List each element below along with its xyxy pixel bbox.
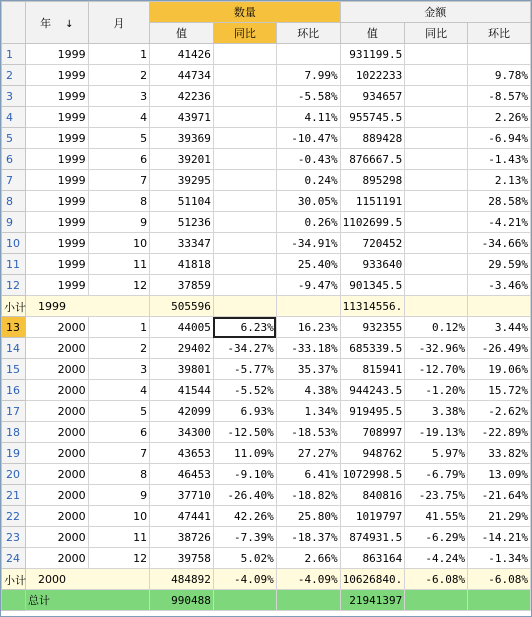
month-column-header[interactable] (88, 2, 149, 44)
row-number[interactable]: 18 (2, 422, 26, 443)
amount-value-cell[interactable]: 685339.5 (340, 338, 405, 359)
quantity-mom-cell[interactable]: -5.58% (276, 86, 340, 107)
row-number[interactable]: 22 (2, 506, 26, 527)
amount-mom-cell[interactable]: -1.43% (468, 149, 531, 170)
amount-mom-cell[interactable]: 2.13% (468, 170, 531, 191)
quantity-value-cell[interactable]: 42236 (150, 86, 214, 107)
quantity-value-cell[interactable]: 39801 (150, 359, 214, 380)
year-header-label: 年 (40, 16, 52, 30)
month-cell[interactable]: 12 (88, 275, 149, 296)
year-cell[interactable]: 2000 (25, 422, 88, 443)
year-cell[interactable]: 2000 (25, 548, 88, 569)
table-row[interactable] (2, 65, 531, 86)
table-row[interactable] (2, 548, 531, 569)
month-cell[interactable]: 8 (88, 191, 149, 212)
quantity-value-cell[interactable]: 41818 (150, 254, 214, 275)
amount-group-label: 金额 (424, 6, 447, 19)
row-number[interactable]: 6 (2, 149, 26, 170)
quantity-yoy-cell[interactable]: 42.26% (213, 506, 276, 527)
row-number[interactable]: 1 (2, 44, 26, 65)
row-number[interactable]: 19 (2, 443, 26, 464)
table-row[interactable] (2, 338, 531, 359)
quantity-group-header[interactable] (150, 2, 340, 23)
amount-value-cell[interactable]: 1019797 (340, 506, 405, 527)
month-cell[interactable]: 6 (88, 149, 149, 170)
quantity-mom-cell[interactable]: 25.40% (276, 254, 340, 275)
quantity-yoy-cell[interactable]: -5.77% (213, 359, 276, 380)
row-number[interactable]: 5 (2, 128, 26, 149)
quantity-mom-header[interactable] (276, 23, 340, 44)
sort-descending-icon[interactable]: ↓ (65, 18, 74, 30)
table-row[interactable] (2, 380, 531, 401)
amount-mom-cell[interactable]: 15.72% (468, 380, 531, 401)
row-number[interactable]: 13 (2, 317, 26, 338)
amount-value-cell[interactable]: 931199.5 (340, 44, 405, 65)
amount-value-cell[interactable]: 1102699.5 (340, 212, 405, 233)
quantity-yoy-cell[interactable]: -26.40% (213, 485, 276, 506)
quantity-mom-cell[interactable]: 0.26% (276, 212, 340, 233)
corner-cell[interactable] (2, 2, 26, 44)
year-cell[interactable]: 1999 (25, 254, 88, 275)
quantity-mom-cell[interactable]: -34.91% (276, 233, 340, 254)
table-row[interactable] (2, 254, 531, 275)
amount-mom-cell[interactable] (468, 590, 531, 611)
amount-yoy-cell[interactable] (405, 296, 468, 317)
quantity-yoy-cell[interactable] (213, 191, 276, 212)
quantity-value-cell[interactable]: 39201 (150, 149, 214, 170)
grand-total-row[interactable] (2, 590, 531, 611)
amount-value-cell[interactable]: 876667.5 (340, 149, 405, 170)
amount-yoy-cell[interactable]: -32.96% (405, 338, 468, 359)
table-row[interactable] (2, 317, 531, 338)
year-cell[interactable]: 2000 (25, 527, 88, 548)
quantity-yoy-cell[interactable] (213, 254, 276, 275)
quantity-mom-cell[interactable]: 27.27% (276, 443, 340, 464)
quantity-value-cell[interactable]: 990488 (150, 590, 214, 611)
year-cell[interactable]: 1999 (25, 212, 88, 233)
year-cell[interactable]: 2000 (25, 464, 88, 485)
quantity-value-cell[interactable]: 39369 (150, 128, 214, 149)
month-cell[interactable]: 12 (88, 548, 149, 569)
amount-yoy-cell[interactable] (405, 191, 468, 212)
amount-value-cell[interactable]: 901345.5 (340, 275, 405, 296)
row-number[interactable]: 3 (2, 86, 26, 107)
amount-yoy-cell[interactable]: -1.20% (405, 380, 468, 401)
amount-yoy-cell[interactable]: -6.79% (405, 464, 468, 485)
amount-value-cell[interactable]: 895298 (340, 170, 405, 191)
month-cell[interactable]: 2 (88, 338, 149, 359)
amount-mom-cell[interactable]: -14.21% (468, 527, 531, 548)
amount-mom-cell[interactable]: 13.09% (468, 464, 531, 485)
amount-yoy-label: 同比 (425, 27, 448, 40)
amount-mom-header[interactable] (468, 23, 531, 44)
month-header-label: 月 (113, 16, 125, 30)
quantity-yoy-cell[interactable] (213, 107, 276, 128)
quantity-yoy-cell[interactable] (213, 149, 276, 170)
row-number[interactable]: 11 (2, 254, 26, 275)
amount-yoy-cell[interactable] (405, 128, 468, 149)
quantity-yoy-cell[interactable]: -5.52% (213, 380, 276, 401)
year-cell[interactable]: 1999 (25, 149, 88, 170)
year-cell[interactable]: 2000 (25, 380, 88, 401)
pivot-table (1, 1, 531, 611)
quantity-mom-cell[interactable]: 6.41% (276, 464, 340, 485)
amount-yoy-cell[interactable] (405, 233, 468, 254)
month-cell[interactable]: 1 (88, 317, 149, 338)
quantity-yoy-cell[interactable] (213, 212, 276, 233)
quantity-yoy-cell[interactable]: 11.09% (213, 443, 276, 464)
quantity-yoy-cell[interactable] (213, 170, 276, 191)
table-row[interactable] (2, 86, 531, 107)
amount-value-cell[interactable]: 815941 (340, 359, 405, 380)
table-row[interactable] (2, 485, 531, 506)
amount-yoy-cell[interactable]: -6.29% (405, 527, 468, 548)
row-number[interactable]: 15 (2, 359, 26, 380)
month-cell[interactable]: 9 (88, 212, 149, 233)
month-cell[interactable]: 8 (88, 464, 149, 485)
row-number[interactable]: 21 (2, 485, 26, 506)
amount-value-cell[interactable]: 1022233 (340, 65, 405, 86)
quantity-yoy-cell[interactable]: 6.23% (213, 317, 276, 338)
subtotal-year: 2000 (37, 572, 66, 586)
quantity-value-cell[interactable]: 44734 (150, 65, 214, 86)
month-cell[interactable]: 10 (88, 233, 149, 254)
quantity-group-label: 数量 (233, 6, 256, 19)
amount-mom-cell[interactable]: 33.82% (468, 443, 531, 464)
table-row[interactable] (2, 443, 531, 464)
amount-mom-cell[interactable]: -8.57% (468, 86, 531, 107)
amount-mom-label: 环比 (488, 27, 511, 40)
table-row[interactable] (2, 191, 531, 212)
year-cell[interactable]: 2000 (25, 443, 88, 464)
month-cell[interactable]: 6 (88, 422, 149, 443)
quantity-mom-cell[interactable]: 35.37% (276, 359, 340, 380)
month-cell[interactable]: 5 (88, 128, 149, 149)
amount-value-cell[interactable]: 889428 (340, 128, 405, 149)
row-number[interactable]: 17 (2, 401, 26, 422)
amount-yoy-cell[interactable] (405, 44, 468, 65)
amount-mom-cell[interactable]: -6.94% (468, 128, 531, 149)
amount-value-cell[interactable]: 21941397 (340, 590, 405, 611)
amount-yoy-cell[interactable] (405, 149, 468, 170)
quantity-value-cell[interactable]: 46453 (150, 464, 214, 485)
subtotal-row[interactable] (2, 569, 531, 590)
amount-mom-cell[interactable]: 28.58% (468, 191, 531, 212)
amount-yoy-cell[interactable] (405, 86, 468, 107)
month-cell[interactable]: 7 (88, 443, 149, 464)
amount-mom-cell[interactable]: -1.34% (468, 548, 531, 569)
subtotal-row[interactable] (2, 296, 531, 317)
quantity-value-cell[interactable]: 47441 (150, 506, 214, 527)
month-cell[interactable]: 4 (88, 107, 149, 128)
row-number[interactable]: 20 (2, 464, 26, 485)
amount-yoy-cell[interactable] (405, 212, 468, 233)
quantity-mom-cell[interactable] (276, 590, 340, 611)
subtotal-label-cell[interactable] (3, 569, 149, 590)
row-number[interactable]: 4 (2, 107, 26, 128)
table-row[interactable] (2, 170, 531, 191)
subtotal-label: 小计 (3, 574, 26, 587)
quantity-mom-cell[interactable]: -18.53% (276, 422, 340, 443)
year-cell[interactable]: 1999 (25, 275, 88, 296)
amount-yoy-header[interactable] (405, 23, 468, 44)
quantity-value-cell[interactable]: 29402 (150, 338, 214, 359)
amount-yoy-cell[interactable]: -23.75% (405, 485, 468, 506)
amount-mom-cell[interactable]: -2.62% (468, 401, 531, 422)
amount-yoy-cell[interactable] (405, 254, 468, 275)
quantity-value-header[interactable] (150, 23, 214, 44)
amount-yoy-cell[interactable]: -6.08% (405, 569, 468, 590)
quantity-mom-cell[interactable]: -10.47% (276, 128, 340, 149)
amount-mom-cell[interactable]: -26.49% (468, 338, 531, 359)
year-cell[interactable]: 1999 (25, 107, 88, 128)
year-cell[interactable]: 1999 (25, 128, 88, 149)
quantity-mom-cell[interactable]: 1.34% (276, 401, 340, 422)
month-cell[interactable]: 2 (88, 65, 149, 86)
quantity-mom-cell[interactable]: -0.43% (276, 149, 340, 170)
row-number[interactable]: 8 (2, 191, 26, 212)
quantity-value-cell[interactable]: 34300 (150, 422, 214, 443)
amount-mom-cell[interactable]: -6.08% (468, 569, 531, 590)
amount-value-cell[interactable]: 708997 (340, 422, 405, 443)
quantity-mom-cell[interactable]: -33.18% (276, 338, 340, 359)
amount-value-cell[interactable]: 863164 (340, 548, 405, 569)
table-body (2, 44, 531, 611)
amount-value-cell[interactable]: 1151191 (340, 191, 405, 212)
quantity-value-cell[interactable]: 43653 (150, 443, 214, 464)
amount-yoy-cell[interactable] (405, 275, 468, 296)
amount-value-cell[interactable]: 934657 (340, 86, 405, 107)
year-cell[interactable]: 2000 (25, 317, 88, 338)
row-number[interactable]: 14 (2, 338, 26, 359)
year-column-header[interactable] (25, 2, 88, 44)
amount-mom-cell[interactable]: 2.26% (468, 107, 531, 128)
quantity-mom-cell[interactable]: 16.23% (276, 317, 340, 338)
table-row[interactable] (2, 44, 531, 65)
amount-mom-cell[interactable]: -4.21% (468, 212, 531, 233)
amount-value-cell[interactable]: 10626840. (340, 569, 405, 590)
amount-value-cell[interactable]: 874931.5 (340, 527, 405, 548)
amount-yoy-cell[interactable]: 0.12% (405, 317, 468, 338)
amount-value-cell[interactable]: 932355 (340, 317, 405, 338)
quantity-mom-cell[interactable]: -18.82% (276, 485, 340, 506)
quantity-mom-cell[interactable]: -4.09% (276, 569, 340, 590)
quantity-value-label: 值 (176, 27, 188, 40)
month-cell[interactable]: 11 (88, 254, 149, 275)
month-cell[interactable]: 4 (88, 380, 149, 401)
quantity-mom-cell[interactable]: 30.05% (276, 191, 340, 212)
subtotal-year: 1999 (37, 299, 66, 313)
amount-value-cell[interactable]: 1072998.5 (340, 464, 405, 485)
quantity-yoy-label: 同比 (233, 27, 256, 40)
quantity-yoy-cell[interactable] (213, 233, 276, 254)
quantity-yoy-cell[interactable] (213, 275, 276, 296)
month-cell[interactable]: 1 (88, 44, 149, 65)
row-number[interactable]: 7 (2, 170, 26, 191)
amount-yoy-cell[interactable]: -19.13% (405, 422, 468, 443)
quantity-yoy-cell[interactable]: -4.09% (213, 569, 276, 590)
row-number[interactable]: 23 (2, 527, 26, 548)
quantity-value-cell[interactable]: 42099 (150, 401, 214, 422)
quantity-value-cell[interactable]: 51236 (150, 212, 214, 233)
row-number[interactable]: 2 (2, 65, 26, 86)
subtotal-label: 小计 (3, 301, 26, 314)
quantity-value-cell[interactable]: 43971 (150, 107, 214, 128)
amount-yoy-cell[interactable]: 41.55% (405, 506, 468, 527)
quantity-yoy-cell[interactable] (213, 590, 276, 611)
quantity-value-cell[interactable]: 505596 (150, 296, 214, 317)
quantity-yoy-cell[interactable]: -34.27% (213, 338, 276, 359)
table-row[interactable] (2, 422, 531, 443)
month-cell[interactable]: 3 (88, 359, 149, 380)
amount-mom-cell[interactable]: 29.59% (468, 254, 531, 275)
quantity-mom-cell[interactable]: -9.47% (276, 275, 340, 296)
amount-yoy-cell[interactable] (405, 170, 468, 191)
table-row[interactable] (2, 107, 531, 128)
quantity-mom-cell[interactable]: 7.99% (276, 65, 340, 86)
year-cell[interactable]: 1999 (25, 65, 88, 86)
amount-mom-cell[interactable] (468, 44, 531, 65)
table-row[interactable] (2, 212, 531, 233)
amount-mom-cell[interactable] (468, 296, 531, 317)
amount-mom-cell[interactable]: -34.66% (468, 233, 531, 254)
amount-value-cell[interactable]: 933640 (340, 254, 405, 275)
amount-group-header[interactable] (340, 2, 530, 23)
grand-total-label[interactable]: 总计 (25, 590, 149, 611)
amount-value-cell[interactable]: 840816 (340, 485, 405, 506)
year-cell[interactable]: 1999 (25, 191, 88, 212)
amount-mom-cell[interactable]: -22.89% (468, 422, 531, 443)
month-cell[interactable]: 7 (88, 170, 149, 191)
amount-value-header[interactable] (340, 23, 405, 44)
quantity-yoy-cell[interactable]: -7.39% (213, 527, 276, 548)
quantity-value-cell[interactable]: 51104 (150, 191, 214, 212)
amount-mom-cell[interactable]: 19.06% (468, 359, 531, 380)
month-cell[interactable]: 10 (88, 506, 149, 527)
year-cell[interactable]: 2000 (25, 506, 88, 527)
row-number[interactable]: 10 (2, 233, 26, 254)
table-row[interactable] (2, 527, 531, 548)
year-cell[interactable]: 2000 (25, 485, 88, 506)
table-row[interactable] (2, 359, 531, 380)
quantity-value-cell[interactable]: 37859 (150, 275, 214, 296)
month-cell[interactable]: 3 (88, 86, 149, 107)
quantity-mom-label: 环比 (297, 27, 320, 40)
quantity-mom-cell[interactable]: 0.24% (276, 170, 340, 191)
amount-mom-cell[interactable]: 21.29% (468, 506, 531, 527)
quantity-mom-cell[interactable]: 2.66% (276, 548, 340, 569)
amount-yoy-cell[interactable]: -12.70% (405, 359, 468, 380)
year-cell[interactable]: 1999 (25, 86, 88, 107)
quantity-value-cell[interactable]: 484892 (150, 569, 214, 590)
amount-yoy-cell[interactable]: 5.97% (405, 443, 468, 464)
quantity-value-cell[interactable]: 38726 (150, 527, 214, 548)
quantity-yoy-cell[interactable] (213, 128, 276, 149)
row-number[interactable] (2, 590, 26, 611)
month-cell[interactable]: 11 (88, 527, 149, 548)
quantity-value-cell[interactable]: 39758 (150, 548, 214, 569)
amount-value-cell[interactable]: 11314556. (340, 296, 405, 317)
quantity-mom-cell[interactable]: 4.38% (276, 380, 340, 401)
amount-mom-cell[interactable]: -3.46% (468, 275, 531, 296)
month-cell[interactable]: 5 (88, 401, 149, 422)
amount-mom-cell[interactable]: 9.78% (468, 65, 531, 86)
quantity-value-cell[interactable]: 41426 (150, 44, 214, 65)
quantity-yoy-cell[interactable] (213, 86, 276, 107)
quantity-yoy-cell[interactable]: 6.93% (213, 401, 276, 422)
amount-yoy-cell[interactable] (405, 590, 468, 611)
row-number[interactable]: 24 (2, 548, 26, 569)
table-row[interactable] (2, 506, 531, 527)
amount-value-cell[interactable]: 720452 (340, 233, 405, 254)
amount-value-cell[interactable]: 919495.5 (340, 401, 405, 422)
year-cell[interactable]: 2000 (25, 338, 88, 359)
subtotal-label-cell[interactable] (3, 296, 149, 317)
quantity-mom-cell[interactable] (276, 44, 340, 65)
table-row[interactable] (2, 128, 531, 149)
amount-value-cell[interactable]: 955745.5 (340, 107, 405, 128)
amount-yoy-cell[interactable] (405, 107, 468, 128)
amount-mom-cell[interactable]: 3.44% (468, 317, 531, 338)
month-cell[interactable]: 9 (88, 485, 149, 506)
year-cell[interactable]: 2000 (25, 401, 88, 422)
quantity-yoy-cell[interactable]: -9.10% (213, 464, 276, 485)
quantity-value-cell[interactable]: 41544 (150, 380, 214, 401)
quantity-yoy-header[interactable] (213, 23, 276, 44)
table-row[interactable] (2, 464, 531, 485)
quantity-yoy-cell[interactable] (213, 44, 276, 65)
quantity-mom-cell[interactable]: 4.11% (276, 107, 340, 128)
table-row[interactable] (2, 233, 531, 254)
quantity-mom-cell[interactable]: -18.37% (276, 527, 340, 548)
amount-value-cell[interactable]: 944243.5 (340, 380, 405, 401)
row-number[interactable]: 12 (2, 275, 26, 296)
amount-value-label: 值 (366, 27, 378, 40)
table-row[interactable] (2, 149, 531, 170)
quantity-mom-cell[interactable] (276, 296, 340, 317)
quantity-value-cell[interactable]: 37710 (150, 485, 214, 506)
quantity-yoy-cell[interactable] (213, 65, 276, 86)
quantity-yoy-cell[interactable] (213, 296, 276, 317)
year-cell[interactable]: 1999 (25, 170, 88, 191)
quantity-value-cell[interactable]: 33347 (150, 233, 214, 254)
amount-mom-cell[interactable]: -21.64% (468, 485, 531, 506)
amount-value-cell[interactable]: 948762 (340, 443, 405, 464)
amount-yoy-cell[interactable]: 3.38% (405, 401, 468, 422)
quantity-yoy-cell[interactable]: -12.50% (213, 422, 276, 443)
quantity-yoy-cell[interactable]: 5.02% (213, 548, 276, 569)
row-number[interactable]: 16 (2, 380, 26, 401)
row-number[interactable]: 9 (2, 212, 26, 233)
year-cell[interactable]: 1999 (25, 233, 88, 254)
table-row[interactable] (2, 401, 531, 422)
quantity-value-cell[interactable]: 39295 (150, 170, 214, 191)
quantity-value-cell[interactable]: 44005 (150, 317, 214, 338)
amount-yoy-cell[interactable]: -4.24% (405, 548, 468, 569)
table-row[interactable] (2, 275, 531, 296)
quantity-mom-cell[interactable]: 25.80% (276, 506, 340, 527)
year-cell[interactable]: 2000 (25, 359, 88, 380)
year-cell[interactable]: 1999 (25, 44, 88, 65)
amount-yoy-cell[interactable] (405, 65, 468, 86)
